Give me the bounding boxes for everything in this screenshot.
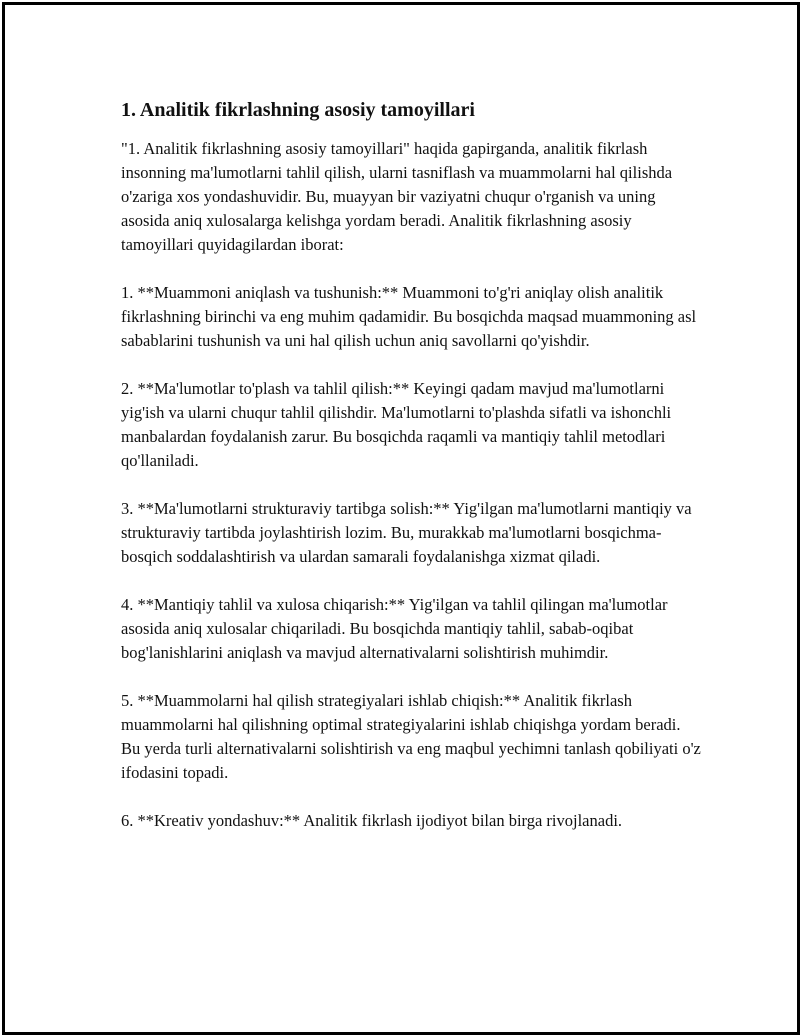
principle-2-paragraph: 2. **Ma'lumotlar to'plash va tahlil qilish:** Keyingi qadam mavjud ma'lumotlarni yig'ish va ularni chuqur tahlil qilishdir. Ma'lumotlarni to'plashda sifatli va ishonchli manbalardan foydalanish zarur. Bu bosqichda raqamli va mantiqiy tahlil metodlari qo'llaniladi. xyxy=(121,379,672,470)
intro-paragraph: "1. Analitik fikrlashning asosiy tamoyillari" haqida gapirganda, analitik fikrlash insonning ma'lumotlarni tahlil qilish, ularni tasniflash va muammolarni hal qilishda o'zariga xos yondashuvidir. Bu, muayyan bir vaziyatni chuqur o'rganish va uning asosida aniq xulosalarga kelishga yordam beradi. Analitik fikrlashning asosiy tamoyillari quyidagilardan iborat: xyxy=(121,139,673,254)
page-frame xyxy=(2,2,800,1035)
document-heading: 1. Analitik fikrlashning asosiy tamoyillari xyxy=(121,99,475,121)
principle-1-paragraph: 1. **Muammoni aniqlash va tushunish:** Muammoni to'g'ri aniqlay olish analitik fikrlashning birinchi va eng muhim qadamidir. Bu bosqichda maqsad muammoning asl sabablarini tushunish va uni hal qilish uchun aniq savollarni qo'yishdir. xyxy=(121,283,697,350)
principle-5-paragraph: 5. **Muammolarni hal qilish strategiyalari ishlab chiqish:** Analitik fikrlash muammolarni hal qilishning optimal strategiyalarini ishlab chiqishga yordam beradi. Bu yerda turli alternativalarni solishtirish va eng maqbul yechimni tanlash qobiliyati o'z ifodasini topadi. xyxy=(121,691,701,782)
principle-6-paragraph: 6. **Kreativ yondashuv:** Analitik fikrlash ijodiyot bilan birga rivojlanadi. xyxy=(121,811,623,830)
document-content xyxy=(121,97,701,857)
principle-3-paragraph: 3. **Ma'lumotlarni strukturaviy tartibga solish:** Yig'ilgan ma'lumotlarni mantiqiy va strukturaviy tartibda joylashtirish lozim. Bu, murakkab ma'lumotlarni bosqichma-bosqich soddalashtirish va ulardan samarali foydalanishga xizmat qiladi. xyxy=(121,499,692,566)
principle-4-paragraph: 4. **Mantiqiy tahlil va xulosa chiqarish:** Yig'ilgan va tahlil qilingan ma'lumotlar asosida aniq xulosalar chiqariladi. Bu bosqichda mantiqiy tahlil, sabab-oqibat bog'lanishlarini aniqlash va mavjud alternativalarni solishtirish muhimdir. xyxy=(121,595,668,662)
